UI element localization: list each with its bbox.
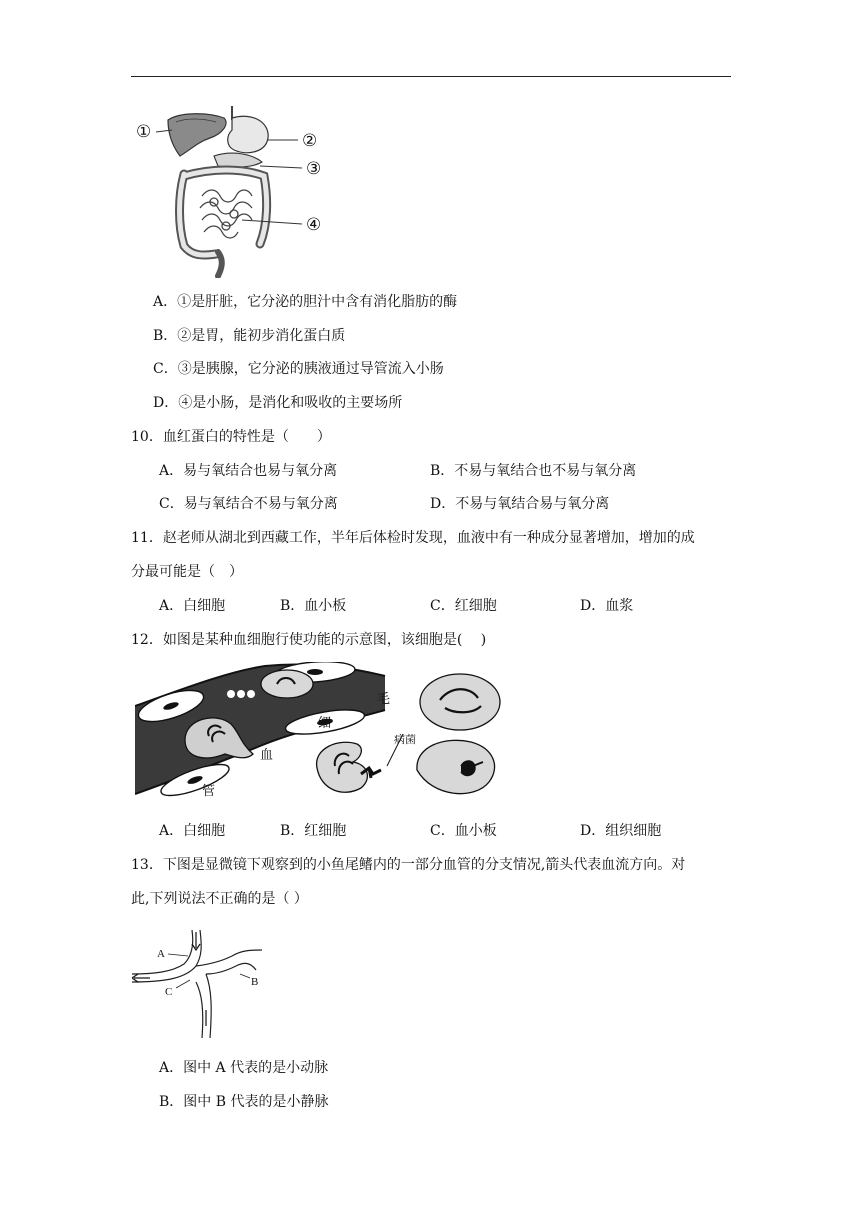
q12-stem: 12．如图是某种血细胞行使功能的示意图，该细胞是( )	[131, 632, 487, 648]
header-rule	[131, 76, 731, 77]
q13-stem-line1: 13．下图是显微镜下观察到的小鱼尾鳍内的一部分血管的分支情况,箭头代表血流方向。对	[131, 857, 686, 873]
q9-option-a: A．①是肝脏，它分泌的胆汁中含有消化脂肪的酶	[153, 294, 458, 310]
blood-cell-figure	[135, 662, 515, 806]
q12-option-d: D．组织细胞	[580, 823, 662, 839]
label-b: B	[251, 976, 259, 988]
label-c: C	[165, 986, 173, 998]
label-2: ②	[302, 131, 318, 151]
label-3: ③	[306, 159, 322, 179]
q12-option-a: A．白细胞	[159, 823, 226, 839]
label-guan: 管	[202, 784, 216, 799]
q9-option-c: C．③是胰腺，它分泌的胰液通过导管流入小肠	[153, 361, 444, 377]
label-xi: 细	[318, 716, 332, 731]
digestive-system-figure	[132, 106, 332, 278]
q9-option-d: D．④是小肠，是消化和吸收的主要场所	[153, 395, 403, 411]
q11-stem-line2: 分最可能是（ ）	[131, 564, 243, 580]
blood-vessel-figure	[132, 930, 268, 1040]
q13-option-b: B．图中 B 代表的是小静脉	[159, 1094, 329, 1110]
q11-option-c: C．红细胞	[430, 598, 497, 614]
q10-option-b: B．不易与氧结合也不易与氧分离	[430, 463, 637, 479]
q12-option-b: B．红细胞	[280, 823, 347, 839]
q11-stem-line1: 11．赵老师从湖北到西藏工作，半年后体检时发现，血液中有一种成分显著增加，增加的成	[131, 530, 695, 546]
label-1: ①	[136, 122, 152, 142]
q12-option-c: C．血小板	[430, 823, 497, 839]
q13-option-a: A．图中 A 代表的是小动脉	[159, 1060, 329, 1076]
q11-option-d: D．血浆	[580, 598, 634, 614]
label-bingjun: 病菌	[394, 733, 416, 746]
q11-option-b: B．血小板	[280, 598, 347, 614]
label-4: ④	[306, 215, 322, 235]
label-mao: 毛	[377, 692, 391, 707]
q10-stem: 10．血红蛋白的特性是（ ）	[131, 429, 331, 445]
label-xue: 血	[260, 748, 274, 763]
q11-option-a: A．白细胞	[159, 598, 226, 614]
label-a: A	[157, 948, 165, 960]
q10-option-a: A．易与氧结合也易与氧分离	[159, 463, 338, 479]
q10-option-d: D．不易与氧结合易与氧分离	[430, 496, 610, 512]
q10-option-c: C．易与氧结合不易与氧分离	[159, 496, 338, 512]
q13-stem-line2: 此,下列说法不正确的是（ ）	[131, 891, 308, 907]
q9-option-b: B．②是胃，能初步消化蛋白质	[153, 328, 346, 344]
